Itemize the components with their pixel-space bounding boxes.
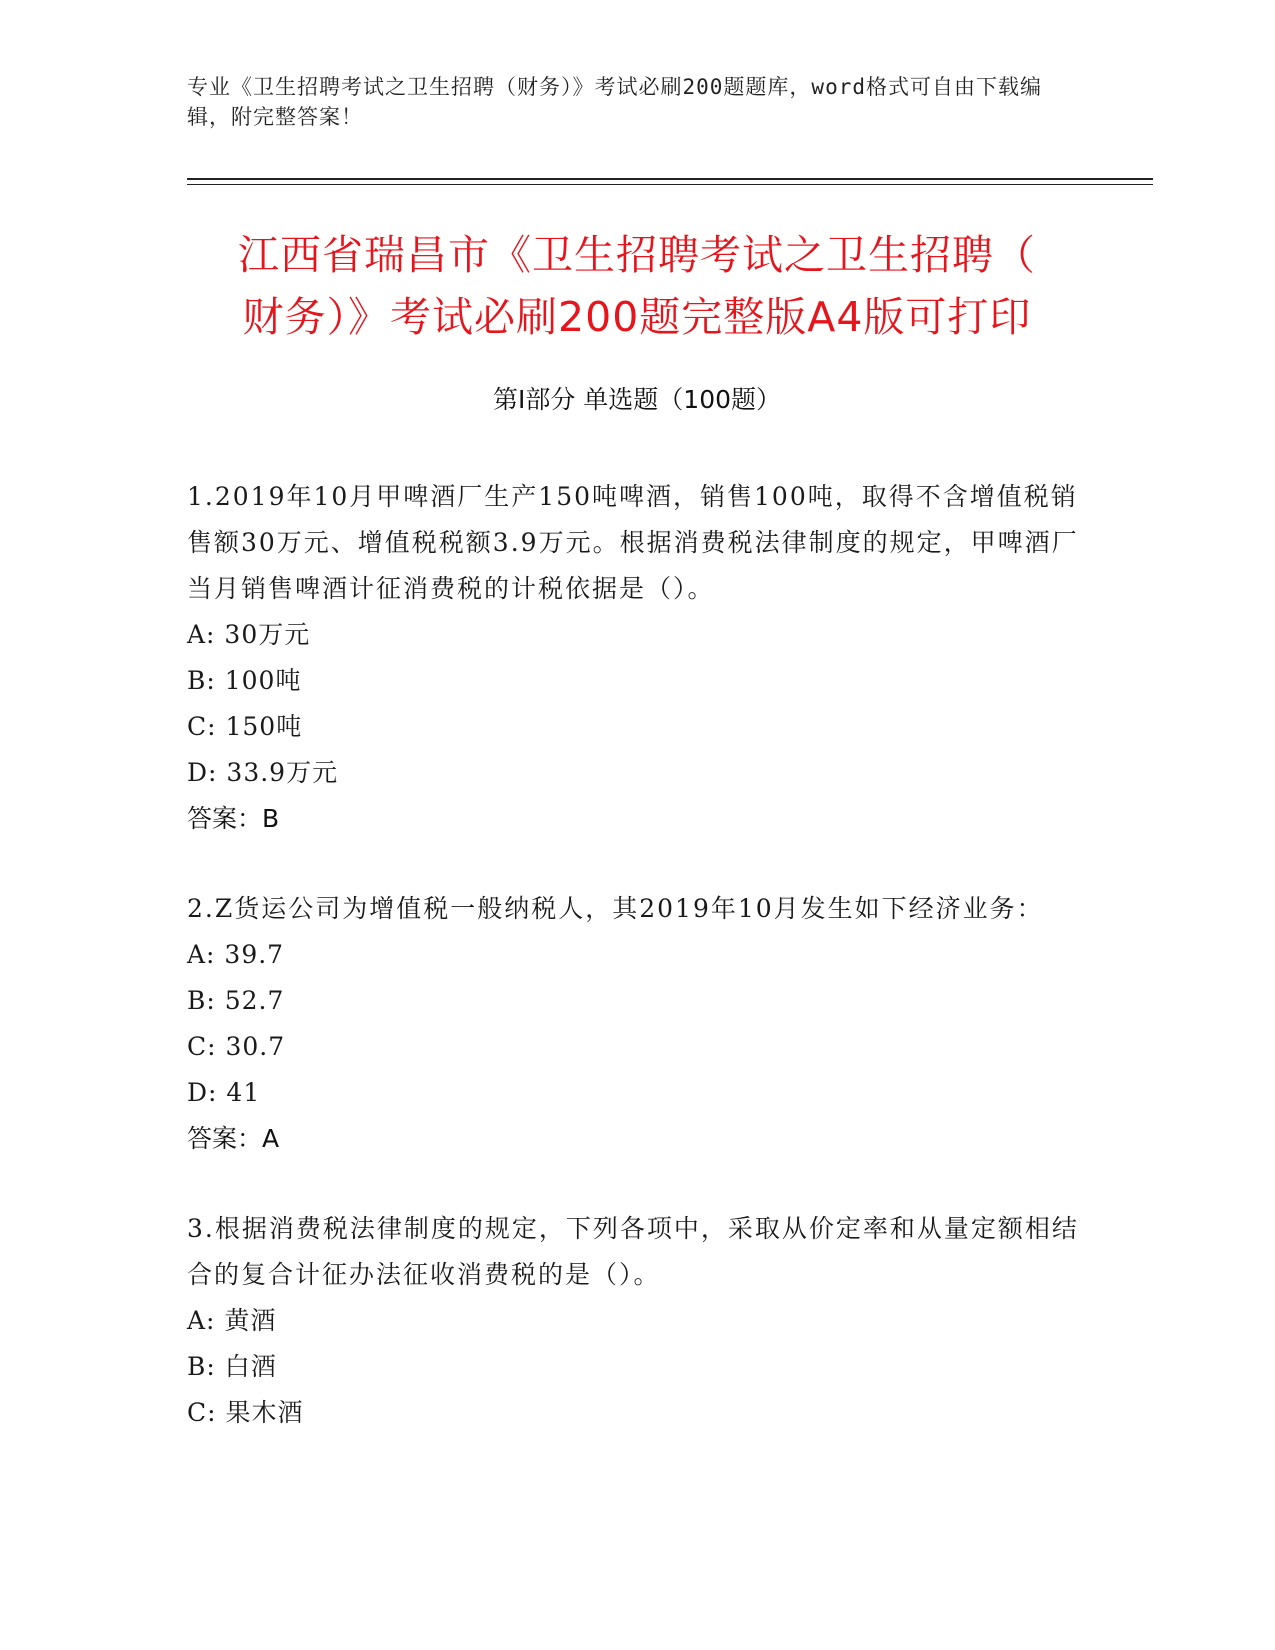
option-a: A: 黄酒 — [187, 1306, 277, 1335]
answer: 答案：A — [187, 1124, 280, 1153]
question-stem: 3.根据消费税法律制度的规定，下列各项中，采取从价定率和从量定额相结合的复合计征办法征收消费税的是（）。 — [187, 1214, 1079, 1289]
title-line-2: 财务）》考试必刷200题完整版A4版可打印 — [242, 293, 1032, 341]
question-gap — [187, 842, 1087, 886]
option-b: B: 52.7 — [187, 986, 285, 1015]
question-stem: 1.2019年10月甲啤酒厂生产150吨啤酒，销售100吨，取得不含增值税销售额30万元、增值税税额3.9万元。根据消费税法律制度的规定，甲啤酒厂当月销售啤酒计征消费税的计税依据是（）。 — [187, 482, 1079, 603]
document-title — [187, 224, 1087, 348]
option-c: C: 150吨 — [187, 712, 303, 741]
section-title: 第I部分 单选题（100题） — [492, 385, 782, 414]
option-a: A: 30万元 — [187, 620, 311, 649]
title-line-1: 江西省瑞昌市《卫生招聘考试之卫生招聘（ — [238, 231, 1036, 279]
header-note: 专业《卫生招聘考试之卫生招聘（财务）》考试必刷200题题库，word格式可自由下载编辑，附完整答案！ — [187, 75, 1042, 129]
option-a: A: 39.7 — [187, 940, 285, 969]
option-d: D: 41 — [187, 1078, 261, 1107]
question-1 — [187, 474, 1087, 842]
answer: 答案：B — [187, 804, 280, 833]
question-stem: 2.Z货运公司为增值税一般纳税人，其2019年10月发生如下经济业务： — [187, 894, 1044, 923]
option-d: D: 33.9万元 — [187, 758, 339, 787]
question-gap — [187, 1162, 1087, 1206]
header-rule-thin — [187, 184, 1153, 185]
header-rule-thick — [187, 178, 1153, 180]
option-c: C: 30.7 — [187, 1032, 286, 1061]
question-3 — [187, 1206, 1087, 1436]
question-list — [187, 474, 1087, 1436]
option-b: B: 100吨 — [187, 666, 302, 695]
option-b: B: 白酒 — [187, 1352, 277, 1381]
question-2 — [187, 886, 1087, 1162]
option-c: C: 果木酒 — [187, 1398, 304, 1427]
